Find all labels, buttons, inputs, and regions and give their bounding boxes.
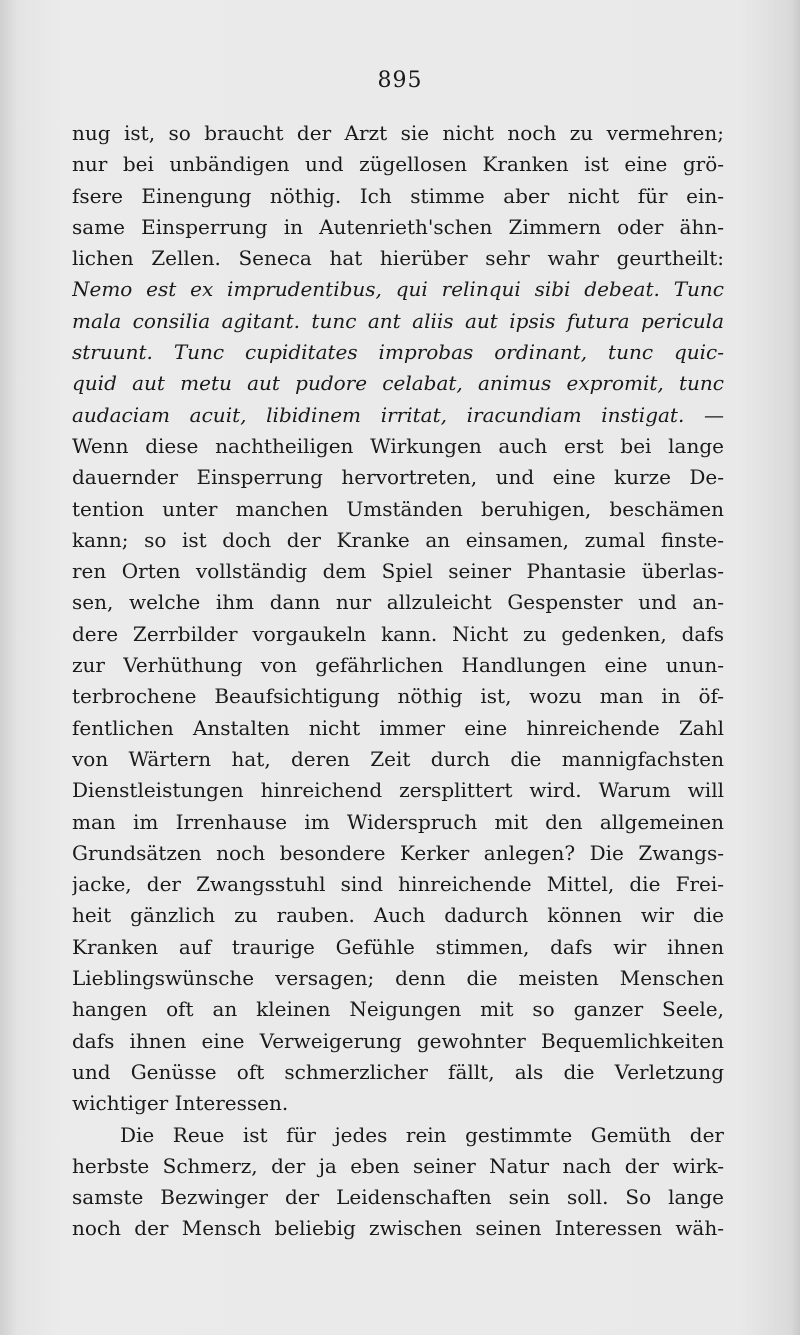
text-line (72, 556, 724, 587)
line-text: man im Irrenhause im Widerspruch mit den allgemeinen (72, 809, 724, 834)
text-line (72, 713, 724, 744)
text-line (72, 337, 724, 368)
text-line (72, 1120, 724, 1151)
text-line (72, 181, 724, 212)
text-line (72, 243, 724, 274)
latin-quote-text: mala consilia agitant. tunc ant aliis aut ipsis futura pericula (72, 308, 724, 333)
latin-quote-text: quid aut metu aut pudore celabat, animus expromit, tunc (72, 371, 724, 396)
line-text: Die Reue ist für jedes rein gestimmte Gemüth der (120, 1122, 724, 1147)
line-text: nur bei unbändigen und zügellosen Kranken ist eine grö- (72, 152, 724, 177)
line-text: und Genüsse oft schmerzlicher fällt, als die Verletzung (72, 1059, 724, 1084)
line-text: Dienstleistungen hinreichend zersplittert wird. Warum will (72, 778, 724, 803)
text-line (72, 869, 724, 900)
latin-quote-text: struunt. Tunc cupiditates improbas ordinant, tunc quic- (72, 340, 724, 365)
text-line (72, 1088, 724, 1119)
line-text: dafs ihnen eine Verweigerung gewohnter Bequemlichkeiten (72, 1028, 724, 1053)
text-line (72, 1182, 724, 1213)
text-line (72, 932, 724, 963)
text-line (72, 681, 724, 712)
line-text: ren Orten vollständig dem Spiel seiner Phantasie überlas- (72, 559, 724, 584)
line-text: herbste Schmerz, der ja eben seiner Natur nach der wirk- (72, 1153, 724, 1178)
text-line (72, 775, 724, 806)
text-line (72, 368, 724, 399)
line-text: fentlichen Anstalten nicht immer eine hinreichende Zahl (72, 715, 724, 740)
line-text: heit gänzlich zu rauben. Auch dadurch können wir die (72, 903, 724, 928)
text-line (72, 807, 724, 838)
text-line (72, 900, 724, 931)
line-text: samste Bezwinger der Leidenschaften sein soll. So lange (72, 1185, 724, 1210)
text-line (72, 650, 724, 681)
line-text: jacke, der Zwangsstuhl sind hinreichende Mittel, die Frei- (72, 872, 724, 897)
line-text: dere Zerrbilder vorgaukeln kann. Nicht zu gedenken, dafs (72, 621, 724, 646)
text-line (72, 619, 724, 650)
text-line (72, 1026, 724, 1057)
text-line (72, 118, 724, 149)
line-text: zur Verhüthung von gefährlichen Handlungen eine unun- (72, 653, 724, 678)
text-line (72, 1057, 724, 1088)
line-text: wichtiger Interessen. (72, 1091, 289, 1116)
page-number: 895 (377, 68, 423, 93)
text-line (72, 1213, 724, 1244)
line-text: Grundsätzen noch besondere Kerker anlegen? Die Zwangs- (72, 840, 724, 865)
line-text: lichen Zellen. Seneca hat hierüber sehr wahr geurtheilt: (72, 246, 724, 271)
text-line (72, 744, 724, 775)
text-line (72, 525, 724, 556)
text-line (72, 212, 724, 243)
text-line (72, 431, 724, 462)
line-text: Kranken auf traurige Gefühle stimmen, dafs wir ihnen (72, 934, 724, 959)
text-line (72, 1151, 724, 1182)
text-line (72, 587, 724, 618)
line-text: same Einsperrung in Autenrieth'schen Zimmern oder ähn- (72, 214, 724, 239)
line-text: dauernder Einsperrung hervortreten, und eine kurze De- (72, 465, 724, 490)
line-text: nug ist, so braucht der Arzt sie nicht noch zu vermehren; (72, 121, 724, 145)
line-text: terbrochene Beaufsichtigung nöthig ist, wozu man in öf- (72, 684, 724, 709)
line-text: Wenn diese nachtheiligen Wirkungen auch erst bei lange (72, 433, 724, 458)
body-text (72, 118, 724, 1245)
text-line (72, 838, 724, 869)
line-text: von Wärtern hat, deren Zeit durch die mannigfachsten (72, 746, 724, 771)
line-text: hangen oft an kleinen Neigungen mit so ganzer Seele, (72, 997, 724, 1022)
text-line (72, 149, 724, 180)
line-text: kann; so ist doch der Kranke an einsamen, zumal finste- (72, 527, 724, 552)
text-line (72, 306, 724, 337)
line-text: noch der Mensch beliebig zwischen seinen Interessen wäh- (72, 1216, 724, 1241)
text-line (72, 963, 724, 994)
text-line (72, 274, 724, 305)
text-line (72, 494, 724, 525)
text-line (72, 400, 724, 431)
latin-quote-text: Nemo est ex imprudentibus, qui relinqui sibi debeat. Tunc (72, 277, 724, 302)
line-text: sen, welche ihm dann nur allzuleicht Gespenster und an- (72, 590, 724, 615)
text-line (72, 994, 724, 1025)
text-line (72, 462, 724, 493)
line-text: fsere Einengung nöthig. Ich stimme aber nicht für ein- (72, 183, 724, 208)
line-text: Lieblingswünsche versagen; denn die meisten Menschen (72, 966, 724, 991)
line-text: tention unter manchen Umständen beruhigen, beschämen (72, 496, 724, 521)
latin-quote-text: audaciam acuit, libidinem irritat, iracundiam instigat. — (72, 402, 724, 427)
